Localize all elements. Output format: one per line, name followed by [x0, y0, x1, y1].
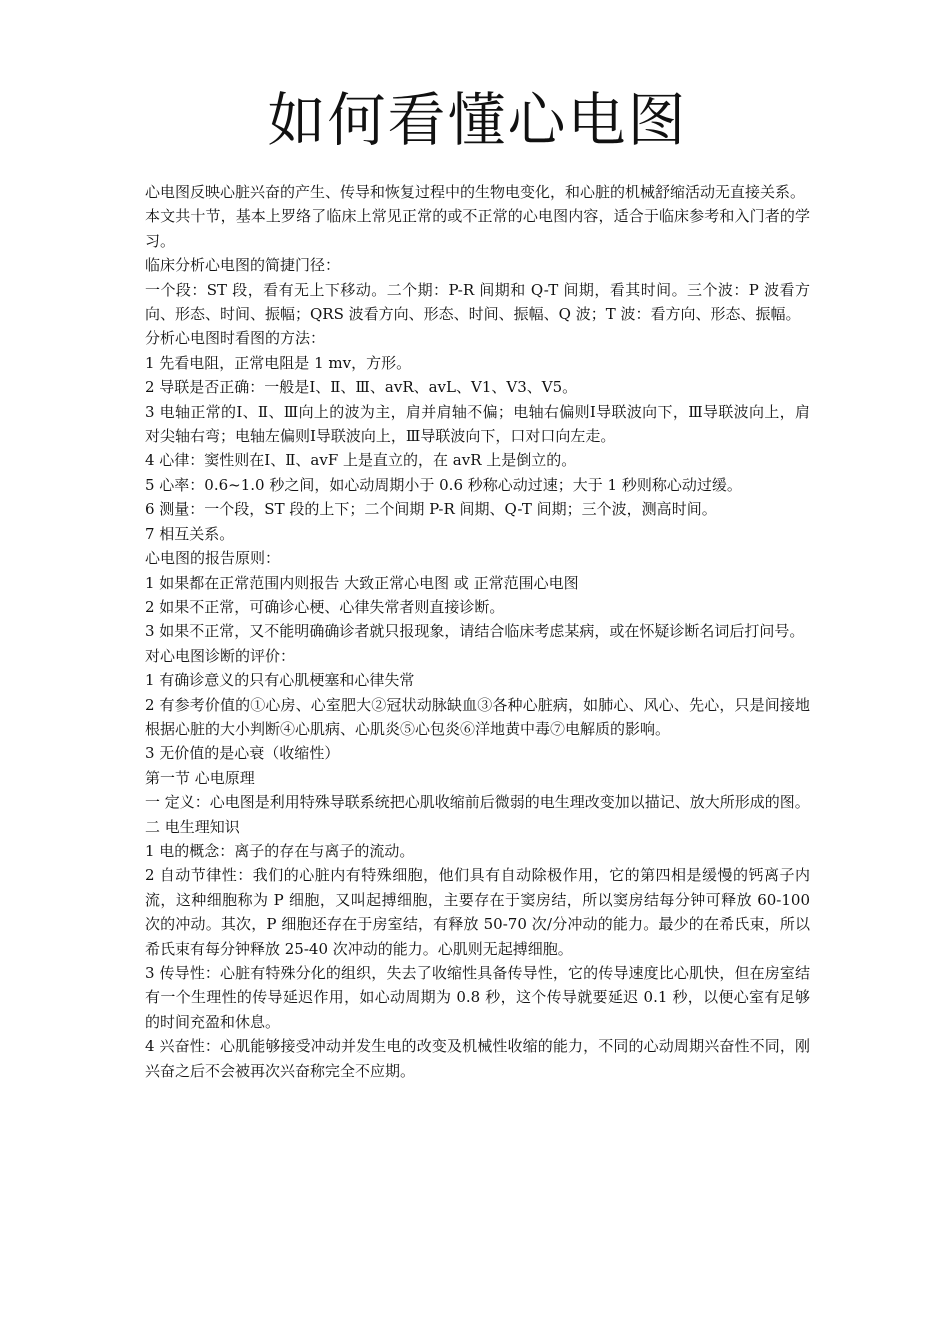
list-item: 3 无价值的是心衰（收缩性） [145, 744, 340, 763]
list-item: 5 心率：0.6~1.0 秒之间，如心动周期小于 0.6 秒称心动过速；大于 1 秒则称心动过缓。 [145, 475, 742, 494]
paragraph: 本文共十节，基本上罗络了临床上常见正常的或不正常的心电图内容，适合于临床参考和入门者的学习。 [145, 207, 810, 250]
list-item: 3 如果不正常，又不能明确确诊者就只报现象，请结合临床考虑某病，或在怀疑诊断名词后打问号。 [145, 622, 805, 641]
list-item: 2 导联是否正确：一般是Ⅰ、Ⅱ、Ⅲ、avR、avL、V1、V3、V5。 [145, 378, 578, 397]
list-item: 2 自动节律性：我们的心脏内有特殊细胞，他们具有自动除极作用，它的第四相是缓慢的钙离子内流，这种细胞称为 P 细胞，又叫起搏细胞，主要存在于窦房结，所以窦房结每分钟可释放 60-100 次的冲动。其次，P 细胞还存在于房室结，有释放 50-70 次/分冲动的能力。最少的在希氏束，所以希氏束有每分钟释放 25-40 次冲动的能力。心肌则无起搏细胞。 [145, 866, 810, 958]
document-body [145, 180, 810, 1083]
document-title: 如何看懂心电图 [267, 86, 688, 154]
section-heading: 分析心电图时看图的方法： [145, 329, 326, 348]
list-item: 4 兴奋性：心肌能够接受冲动并发生电的改变及机械性收缩的能力，不同的心动周期兴奋性不同，刚兴奋之后不会被再次兴奋称完全不应期。 [145, 1037, 810, 1080]
list-item: 1 有确诊意义的只有心肌梗塞和心律失常 [145, 671, 415, 690]
paragraph: 一 定义：心电图是利用特殊导联系统把心肌收缩前后微弱的电生理改变加以描记、放大所形成的图。 [145, 793, 810, 812]
list-item: 6 测量：一个段，ST 段的上下；二个间期 P-R 间期、Q-T 间期；三个波，测高时间。 [145, 500, 717, 519]
list-item: 1 如果都在正常范围内则报告 大致正常心电图 或 正常范围心电图 [145, 573, 579, 592]
list-item: 1 先看电阻，正常电阻是 1 mv，方形。 [145, 353, 412, 372]
list-item: 2 如果不正常，可确诊心梗、心律失常者则直接诊断。 [145, 597, 505, 616]
list-item: 3 传导性：心脏有特殊分化的组织，失去了收缩性具备传导性，它的传导速度比心肌快，但在房室结有一个生理性的传导延迟作用，如心动周期为 0.8 秒，这个传导就要延迟 0.1 秒，以便心室有足够的时间充盈和休息。 [145, 964, 810, 1031]
section-heading: 临床分析心电图的简捷门径： [145, 256, 341, 275]
section-heading: 心电图的报告原则： [145, 549, 281, 568]
section-heading: 二 电生理知识 [145, 817, 240, 836]
list-item: 2 有参考价值的①心房、心室肥大②冠状动脉缺血③各种心脏病，如肺心、风心、先心，只是间接地根据心脏的大小判断④心肌病、心肌炎⑤心包炎⑥洋地黄中毒⑦电解质的影响。 [145, 695, 810, 738]
list-item: 1 电的概念：离子的存在与离子的流动。 [145, 841, 415, 860]
list-item: 7 相互关系。 [145, 524, 235, 543]
list-item: 3 电轴正常的Ⅰ、Ⅱ、Ⅲ向上的波为主，肩并肩轴不偏；电轴右偏则Ⅰ导联波向下，Ⅲ导联波向上，肩对尖轴右弯；电轴左偏则Ⅰ导联波向上，Ⅲ导联波向下，口对口向左走。 [145, 402, 810, 446]
paragraph: 心电图反映心脏兴奋的产生、传导和恢复过程中的生物电变化，和心脏的机械舒缩活动无直接关系。 [145, 183, 806, 201]
paragraph: 一个段：ST 段，看有无上下移动。二个期：P-R 间期和 Q-T 间期，看其时间。三个波：P 波看方向、形态、时间、振幅；QRS 波看方向、形态、时间、振幅、Q 波；T 波：看方向、形态、振幅。 [145, 280, 810, 324]
section-heading: 第一节 心电原理 [145, 768, 255, 787]
list-item: 4 心律：窦性则在Ⅰ、Ⅱ、avF 上是直立的，在 avR 上是倒立的。 [145, 451, 577, 470]
section-heading: 对心电图诊断的评价： [145, 646, 296, 665]
